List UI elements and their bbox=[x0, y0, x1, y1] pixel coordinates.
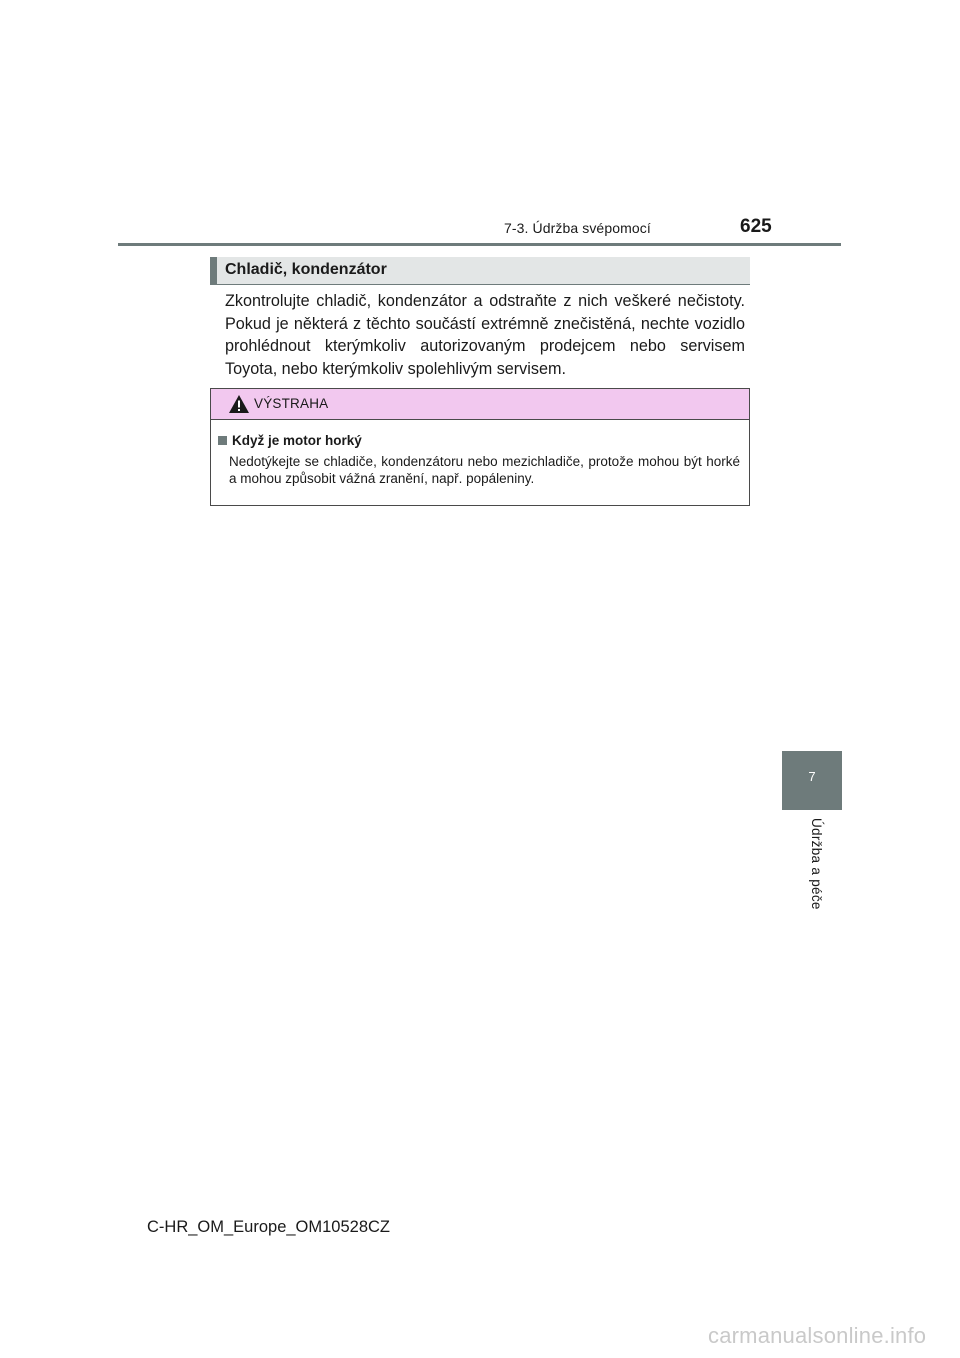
warning-triangle-icon bbox=[228, 394, 250, 414]
watermark: carmanualsonline.info bbox=[708, 1323, 927, 1348]
warning-label: VÝSTRAHA bbox=[254, 396, 329, 411]
bullet-square-icon bbox=[218, 436, 227, 445]
header-section-title: 7-3. Údržba svépomocí bbox=[504, 220, 651, 236]
header-divider bbox=[118, 243, 841, 246]
section-heading-underline bbox=[210, 284, 750, 285]
chapter-number: 7 bbox=[808, 769, 816, 784]
warning-item-title bbox=[218, 433, 362, 448]
footer-document-code: C-HR_OM_Europe_OM10528CZ bbox=[147, 1218, 391, 1236]
section-heading-accent bbox=[210, 257, 217, 284]
section-body-paragraph: Zkontrolujte chladič, kondenzátor a odstraňte z nich veškeré nečistoty. Pokud je některá z těchto součástí extrémně znečistěná, nechte vozidlo prohlédnout kterýmkoliv autorizovaným prodejcem nebo servisem Toyota, nebo kterýmkoliv spolehlivým servisem. bbox=[225, 292, 745, 378]
section-heading-bar bbox=[210, 257, 750, 284]
warning-item-title-text: Když je motor horký bbox=[232, 433, 362, 448]
warning-item-text: Nedotýkejte se chladiče, kondenzátoru nebo mezichladiče, protože mohou být horké a mohou způsobit vážná zranění, např. popáleniny. bbox=[229, 454, 740, 486]
page-number: 625 bbox=[740, 216, 772, 237]
section-heading-title: Chladič, kondenzátor bbox=[225, 261, 387, 278]
chapter-side-label: Údržba a péče bbox=[809, 818, 824, 910]
warning-header bbox=[211, 389, 749, 420]
chapter-tab bbox=[782, 751, 842, 810]
warning-box bbox=[210, 388, 750, 506]
